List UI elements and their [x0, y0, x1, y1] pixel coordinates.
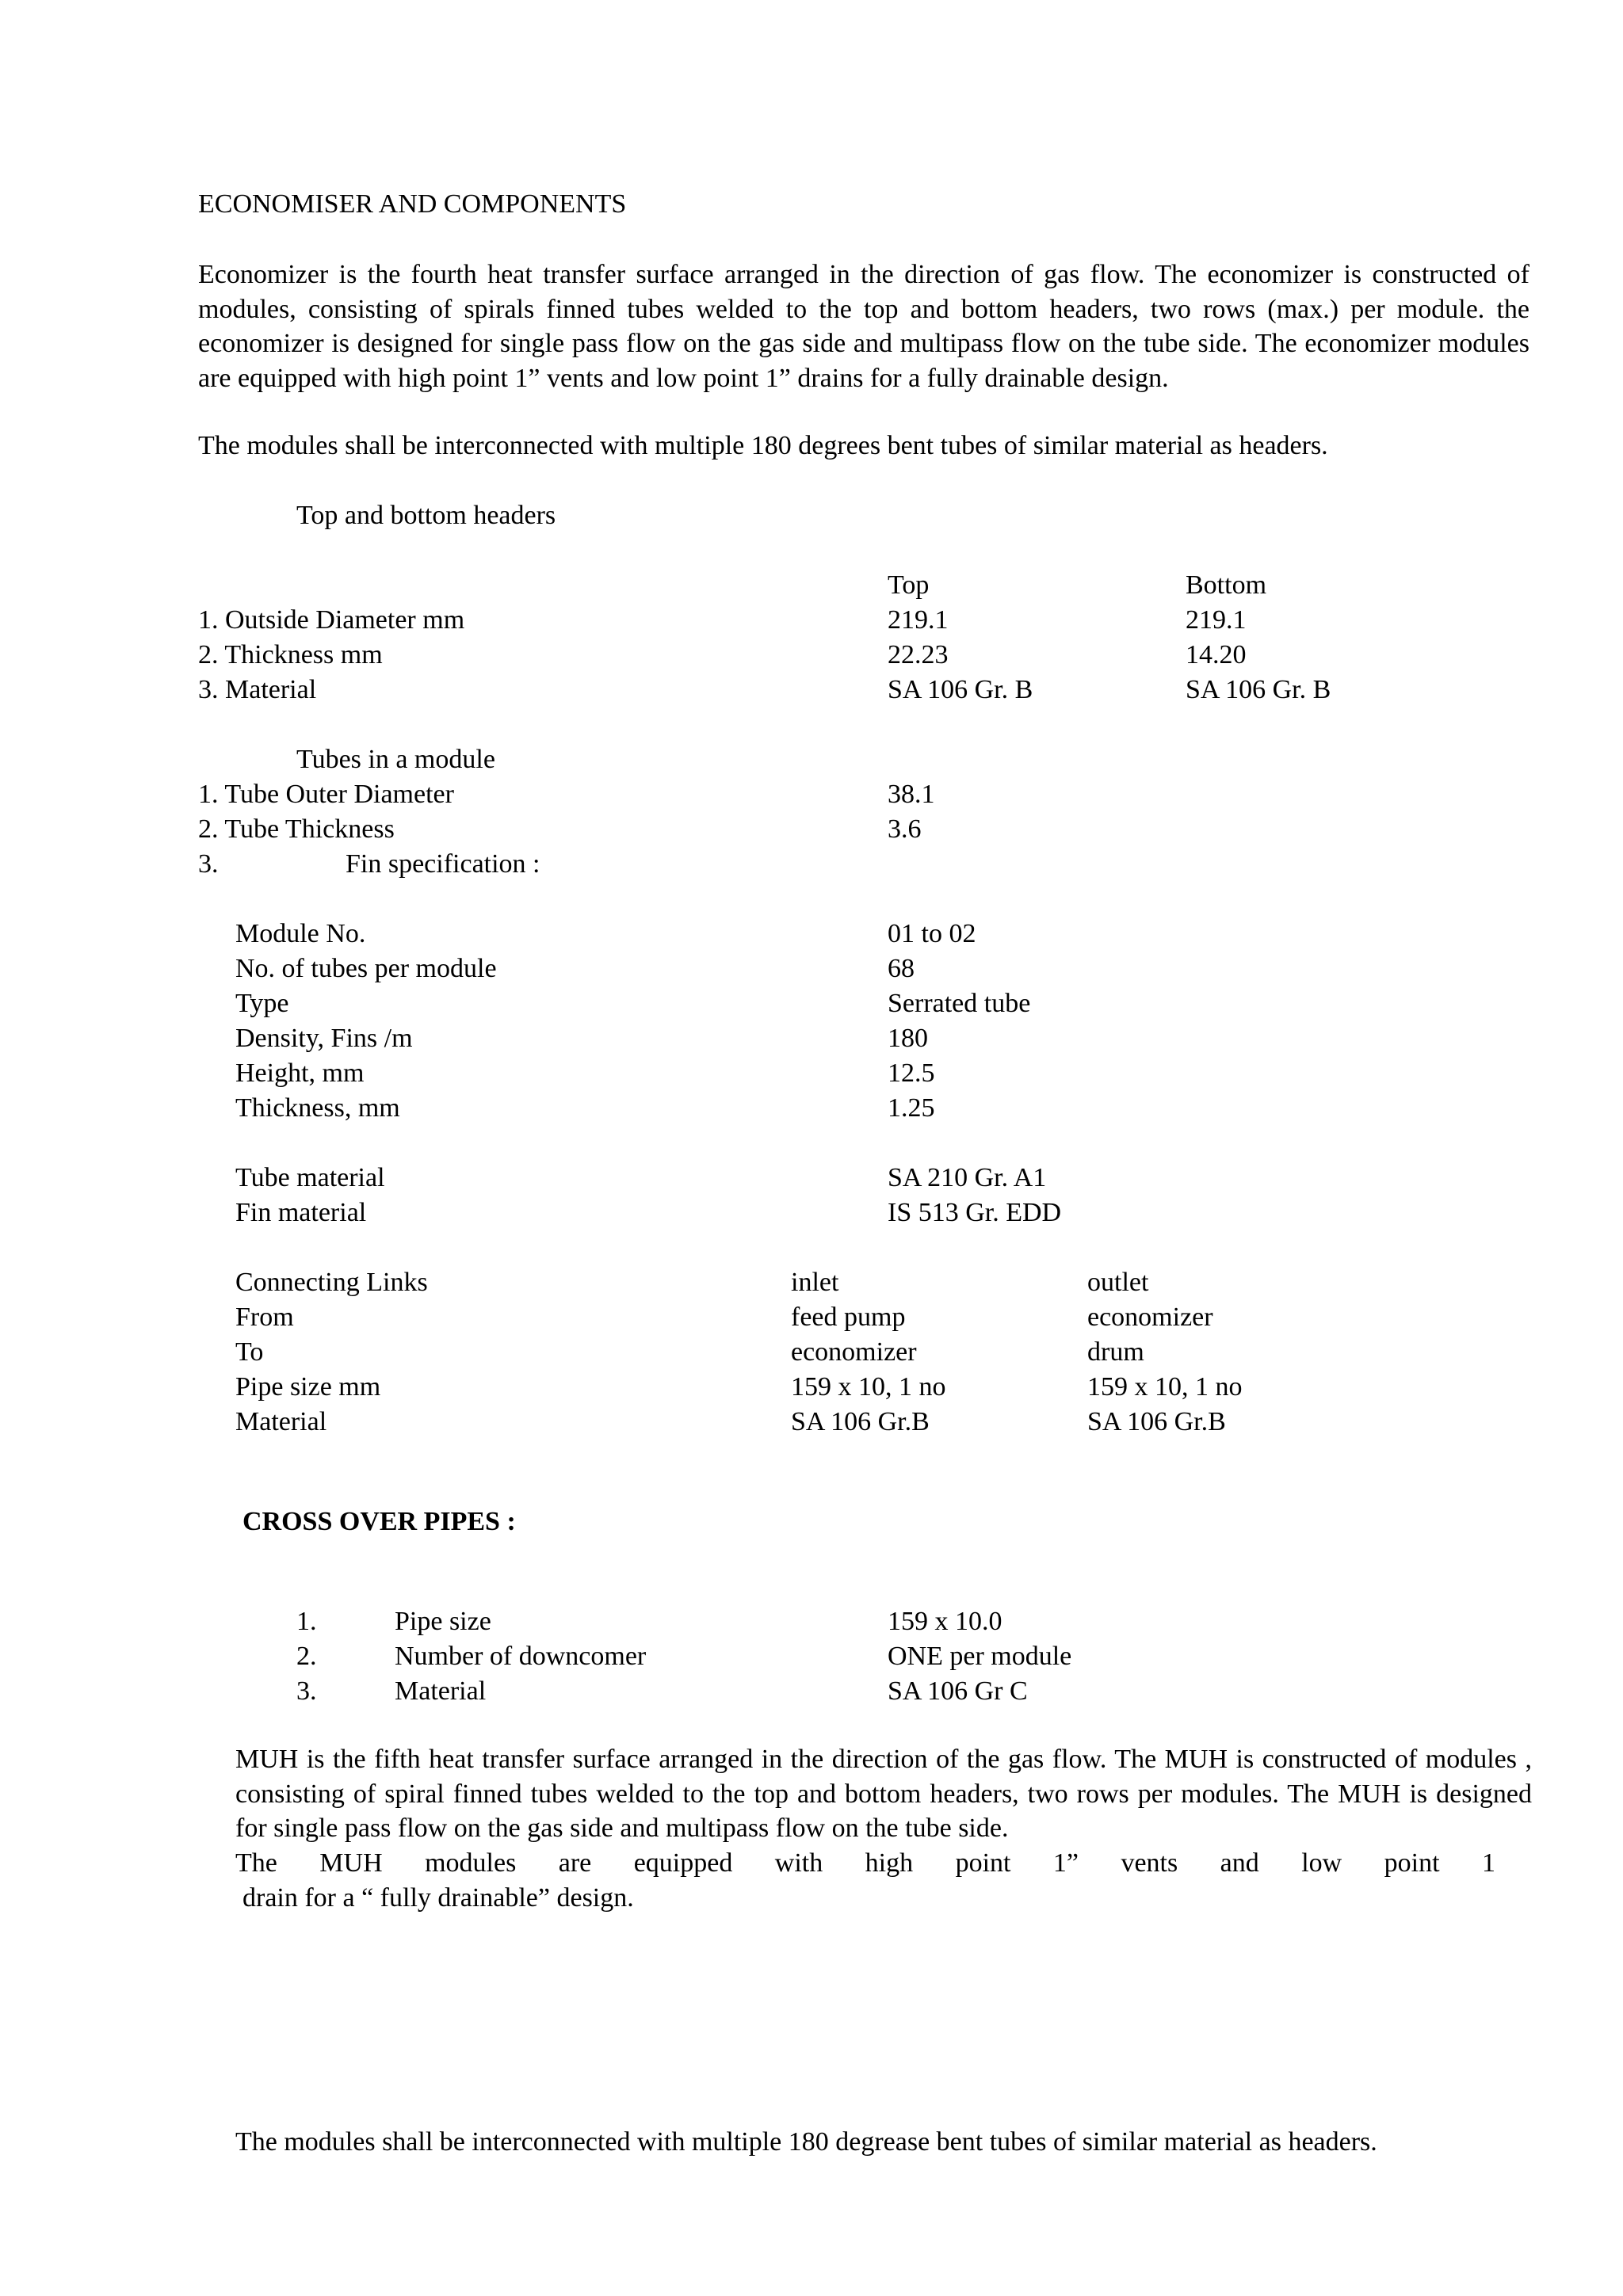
- fin-spec-value: 01 to 02: [888, 919, 976, 948]
- headers-row-label: 2. Thickness mm: [198, 640, 383, 669]
- fin-spec-label: Type: [235, 989, 289, 1018]
- intro-paragraph: Economizer is the fourth heat transfer surface arranged in the direction of gas flow. The economizer is constructed of modules, consisting of spirals finned tubes welded to the top and bottom headers, two rows (max.) per module. the economizer is designed for single pass flow on the gas side and multipass flow on the tube side. The economizer modules are equipped with high point 1” vents and low point 1” drains for a fully drainable design.: [198, 260, 1529, 393]
- crossover-label: Material: [395, 1676, 487, 1706]
- fin-spec-value: 12.5: [888, 1058, 935, 1088]
- headers-row-bottom: 14.20: [1186, 640, 1247, 669]
- crossover-value: 159 x 10.0: [888, 1607, 1002, 1636]
- crossover-label: Pipe size: [395, 1607, 491, 1636]
- material-value: IS 513 Gr. EDD: [888, 1198, 1062, 1227]
- headers-row-label: 3. Material: [198, 675, 317, 704]
- muh-paragraph: MUH is the fifth heat transfer surface arranged in the direction of the gas flow. The MUH is constructed of modules , consisting of spiral finned tubes welded to the top and bottom headers, two rows per modules. The MUH is designed for single pass flow on the gas side and multipass flow on the tube side.: [235, 1745, 1532, 1843]
- links-inlet: inlet: [791, 1268, 839, 1297]
- fin-spec-label: Height, mm: [235, 1058, 365, 1088]
- fin-spec-label: Module No.: [235, 919, 366, 948]
- fin-spec-value: 68: [888, 954, 915, 983]
- material-label: Tube material: [235, 1163, 385, 1192]
- tubes-row-value: 38.1: [888, 780, 935, 809]
- interconnect-note: The modules shall be interconnected with multiple 180 degrees bent tubes of similar material as headers.: [198, 431, 1328, 460]
- muh-drain-line: drain for a “ fully drainable” design.: [242, 1883, 634, 1913]
- material-value: SA 210 Gr. A1: [888, 1163, 1047, 1192]
- headers-row-bottom: 219.1: [1186, 605, 1247, 635]
- muh-vents-line: The MUH modules are equipped with high point 1” vents and low point 1: [235, 1848, 1495, 1878]
- tubes-row-label: 2. Tube Thickness: [198, 814, 395, 844]
- fin-spec-number: 3.: [198, 849, 219, 879]
- links-outlet: outlet: [1087, 1268, 1149, 1297]
- page-title: ECONOMISER AND COMPONENTS: [198, 189, 627, 219]
- headers-col-bottom: Bottom: [1186, 570, 1267, 600]
- links-label: From: [235, 1302, 294, 1332]
- fin-spec-label: Density, Fins /m: [235, 1024, 413, 1053]
- fin-spec-value: 180: [888, 1024, 928, 1053]
- links-inlet: economizer: [791, 1337, 917, 1367]
- tubes-row-label: 1. Tube Outer Diameter: [198, 780, 454, 809]
- crossover-heading: CROSS OVER PIPES :: [242, 1507, 516, 1536]
- crossover-num: 3.: [296, 1676, 317, 1706]
- fin-spec-label: No. of tubes per module: [235, 954, 497, 983]
- crossover-value: SA 106 Gr C: [888, 1676, 1028, 1706]
- crossover-num: 2.: [296, 1642, 317, 1671]
- links-label: To: [235, 1337, 264, 1367]
- crossover-value: ONE per module: [888, 1642, 1072, 1671]
- links-outlet: 159 x 10, 1 no: [1087, 1372, 1243, 1402]
- tubes-heading: Tubes in a module: [296, 745, 495, 774]
- headers-row-top: SA 106 Gr. B: [888, 675, 1033, 704]
- links-inlet: SA 106 Gr.B: [791, 1407, 930, 1436]
- material-label: Fin material: [235, 1198, 367, 1227]
- links-outlet: SA 106 Gr.B: [1087, 1407, 1226, 1436]
- crossover-label: Number of downcomer: [395, 1642, 647, 1671]
- headers-row-top: 219.1: [888, 605, 949, 635]
- fin-spec-label: Thickness, mm: [235, 1093, 400, 1123]
- links-inlet: feed pump: [791, 1302, 906, 1332]
- footer-note: The modules shall be interconnected with multiple 180 degrease bent tubes of similar material as headers.: [235, 2127, 1377, 2157]
- crossover-num: 1.: [296, 1607, 317, 1636]
- tubes-row-value: 3.6: [888, 814, 922, 844]
- fin-spec-value: Serrated tube: [888, 989, 1031, 1018]
- headers-row-top: 22.23: [888, 640, 949, 669]
- links-outlet: drum: [1087, 1337, 1144, 1367]
- headers-heading: Top and bottom headers: [296, 501, 556, 530]
- links-label: Pipe size mm: [235, 1372, 381, 1402]
- links-label: Material: [235, 1407, 327, 1436]
- links-label: Connecting Links: [235, 1268, 428, 1297]
- headers-col-top: Top: [888, 570, 930, 600]
- links-inlet: 159 x 10, 1 no: [791, 1372, 946, 1402]
- fin-spec-value: 1.25: [888, 1093, 935, 1123]
- fin-spec-heading: Fin specification :: [346, 849, 540, 879]
- headers-row-label: 1. Outside Diameter mm: [198, 605, 465, 635]
- links-outlet: economizer: [1087, 1302, 1213, 1332]
- headers-row-bottom: SA 106 Gr. B: [1186, 675, 1331, 704]
